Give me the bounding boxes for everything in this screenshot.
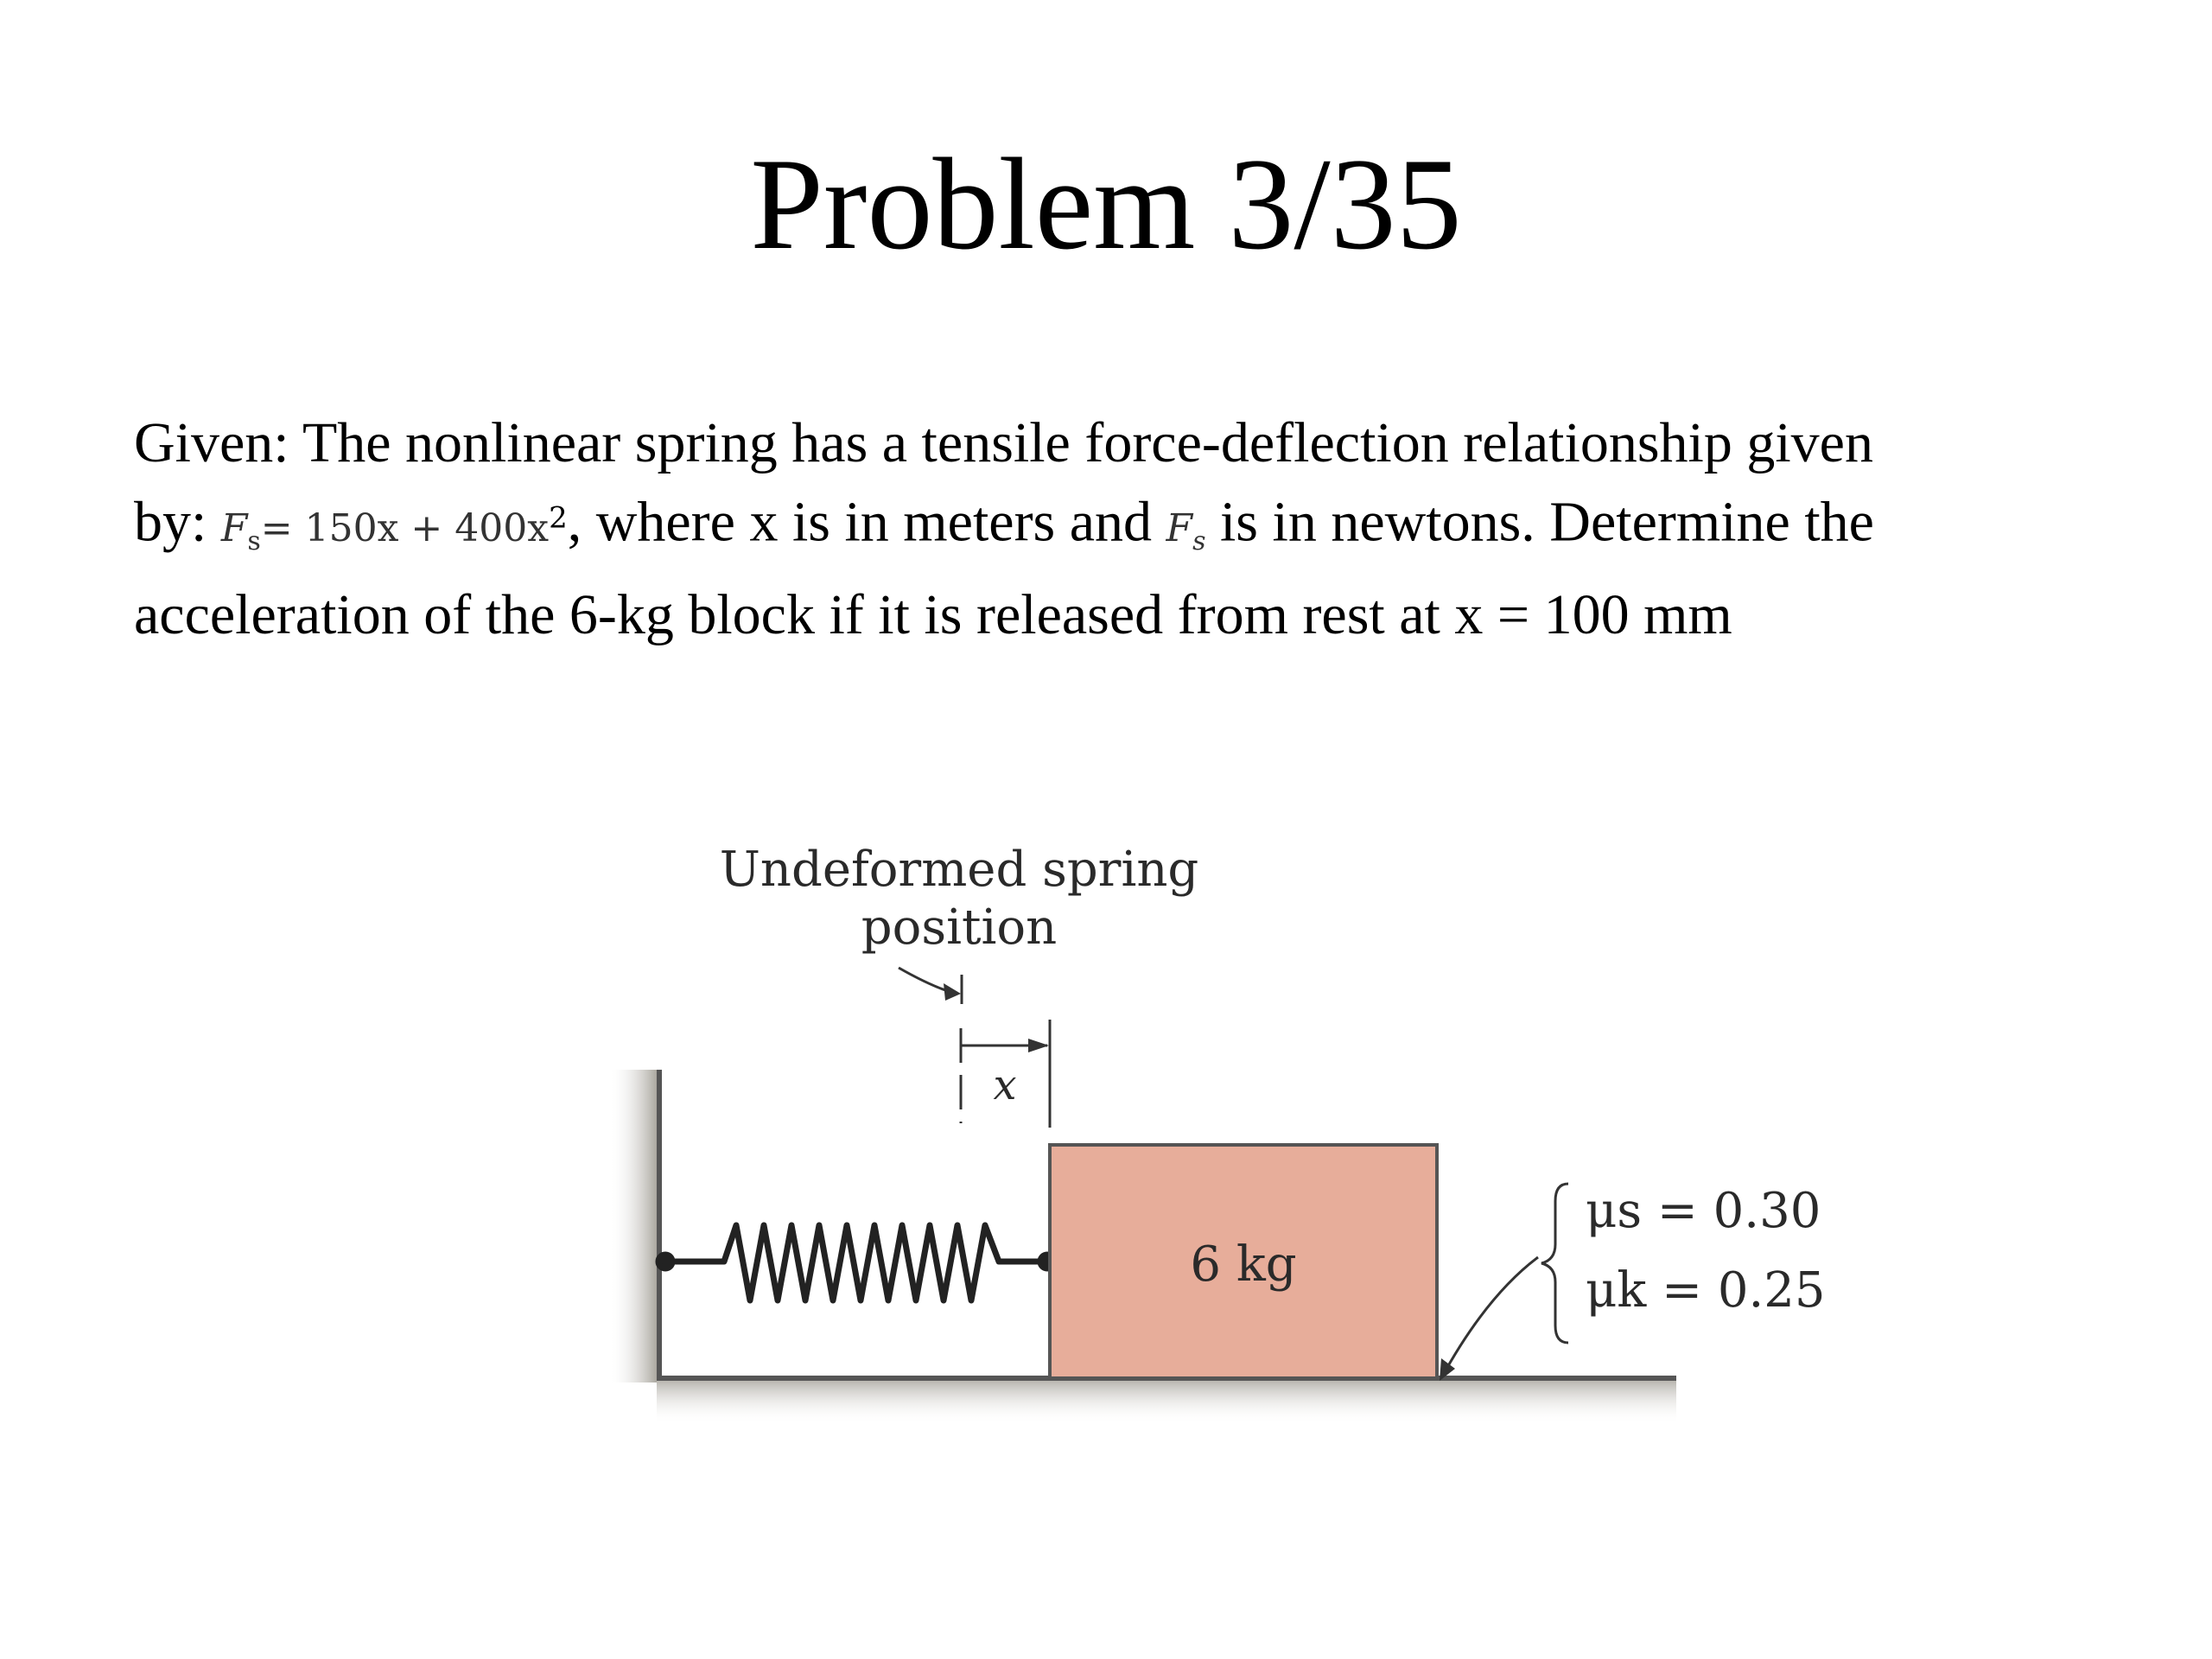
- force-symbol-subscript: s: [1192, 525, 1206, 556]
- line-2-suffix: is in newtons. Determine the: [1205, 490, 1874, 554]
- formula-rhs: = 150x + 400x: [260, 505, 550, 550]
- line-2-prefix: by:: [134, 490, 221, 554]
- formula-exponent: 2: [549, 500, 568, 535]
- line-2-mid: , where x is in meters and: [567, 490, 1166, 554]
- problem-line-3: acceleration of the 6-kg block if it is released from rest at x = 100 mm: [134, 583, 1732, 647]
- mu-static: μs = 0.30: [1586, 1183, 1821, 1239]
- mu-kinetic: μk = 0.25: [1586, 1262, 1826, 1319]
- friction-brace: [1541, 1184, 1568, 1343]
- floor-shade: [657, 1376, 1676, 1424]
- undeformed-label-line2: position: [861, 899, 1058, 956]
- formula-symbol: F: [220, 505, 248, 550]
- pointer-arrowhead: [944, 983, 961, 1001]
- friction-leader: [1441, 1257, 1538, 1378]
- problem-line-1: Given: The nonlinear spring has a tensile force-deflection relationship given: [134, 411, 1873, 474]
- force-symbol-letter: F: [1166, 505, 1193, 550]
- dimension-x-label: x: [993, 1061, 1017, 1109]
- page-title: Problem 3/35: [750, 131, 1462, 276]
- spring: [658, 1225, 1054, 1300]
- block-label: 6 kg: [1190, 1236, 1297, 1293]
- position-pointer: [899, 968, 950, 992]
- undeformed-label-line1: Undeformed spring: [719, 842, 1199, 898]
- formula-subscript: s: [247, 525, 261, 556]
- dimension-arrowhead: [1028, 1039, 1049, 1052]
- wall-shade: [609, 1070, 657, 1382]
